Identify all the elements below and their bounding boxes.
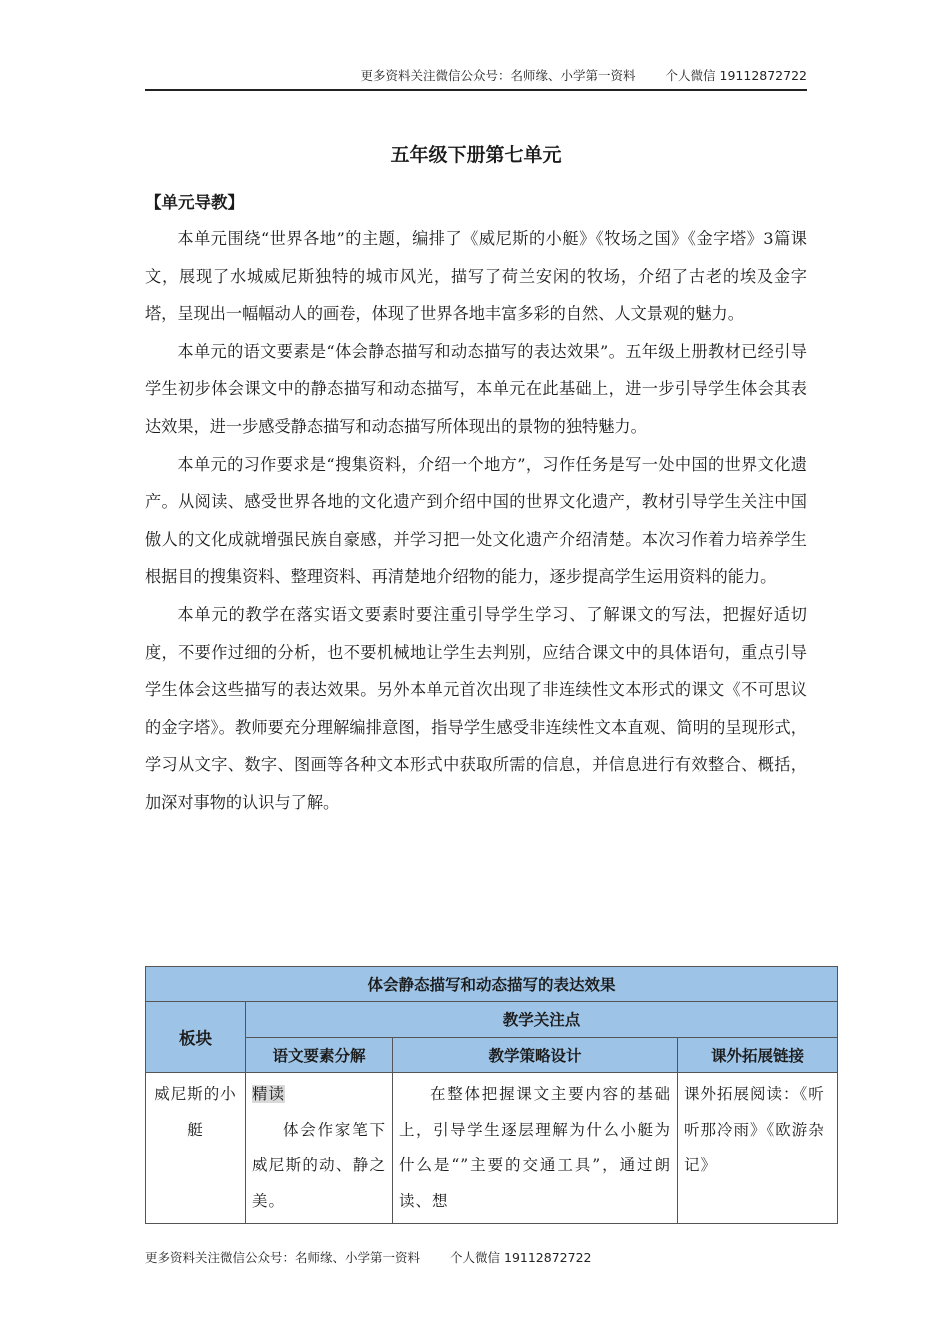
column-header-block: 板块 <box>146 1002 246 1073</box>
teaching-plan-table <box>145 966 838 1224</box>
column-header-yuwen: 语文要素分解 <box>246 1037 393 1073</box>
paragraph: 本单元的教学在落实语文要素时要注重引导学生学习、了解课文的写法，把握好适切度，不要作过细的分析，也不要机械地让学生去判别，应结合课文中的具体语句，重点引导学生体会这些描写的表达效果。另外本单元首次出现了非连续性文本形式的课文《不可思议的金字塔》。教师要充分理解编排意图，指导学生感受非连续性文本直观、简明的呈现形式，学习从文字、数字、图画等各种文本形式中获取所需的信息，并信息进行有效整合、概括，加深对事物的认识与了解。 <box>145 604 807 812</box>
paragraph: 本单元的语文要素是“体会静态描写和动态描写的表达效果”。五年级上册教材已经引导学生初步体会课文中的静态描写和动态描写，本单元在此基础上，进一步引导学生体会其表达效果，进一步感受静态描写和动态描写所体现出的景物的独特魅力。 <box>145 341 807 436</box>
row-name: 威尼斯的小艇 <box>146 1073 246 1224</box>
footer-text: 更多资料关注微信公众号：名师缘、小学第一资料 <box>145 1250 421 1265</box>
section-heading: 【单元导教】 <box>145 193 244 212</box>
column-header-extension: 课外拓展链接 <box>678 1037 838 1073</box>
table-row <box>146 1073 838 1224</box>
column-header-strategy: 教学策略设计 <box>393 1037 678 1073</box>
row-yuwen <box>246 1073 393 1224</box>
column-header-focus: 教学关注点 <box>246 1002 838 1038</box>
row-extension: 课外拓展阅读：《听听那冷雨》《欧游杂记》 <box>678 1073 838 1224</box>
page-title: 五年级下册第七单元 <box>390 144 562 166</box>
footer-wechat: 个人微信 19112872722 <box>450 1250 592 1265</box>
yuwen-tag: 精读 <box>252 1085 286 1103</box>
paragraph: 本单元围绕“世界各地”的主题，编排了《威尼斯的小艇》《牧场之国》《金字塔》3篇课文，展现了水城威尼斯独特的城市风光，描写了荷兰安闲的牧场，介绍了古老的埃及金字塔，呈现出一幅幅动人的画卷，体现了世界各地丰富多彩的自然、人文景观的魅力。 <box>145 229 807 324</box>
row-strategy: 在整体把握课文主要内容的基础上，引导学生逐层理解为什么小艇为什么是“”主要的交通工具”，通过朗读、想 <box>393 1073 678 1224</box>
header-text: 更多资料关注微信公众号：名师缘、小学第一资料 <box>360 68 636 83</box>
body-text <box>145 220 807 822</box>
page-footer <box>145 1248 591 1266</box>
table-caption: 体会静态描写和动态描写的表达效果 <box>146 967 838 1002</box>
yuwen-text: 体会作家笔下威尼斯的动、静之美。 <box>252 1120 386 1210</box>
page-header <box>145 66 807 91</box>
paragraph: 本单元的习作要求是“搜集资料，介绍一个地方”，习作任务是写一处中国的世界文化遗产。从阅读、感受世界各地的文化遗产到介绍中国的世界文化遗产，教材引导学生关注中国傲人的文化成就增强民族自豪感，并学习把一处文化遗产介绍清楚。本次习作着力培养学生根据目的搜集资料、整理资料、再清楚地介绍物的能力，逐步提高学生运用资料的能力。 <box>145 454 807 587</box>
header-wechat: 个人微信 19112872722 <box>665 68 807 83</box>
